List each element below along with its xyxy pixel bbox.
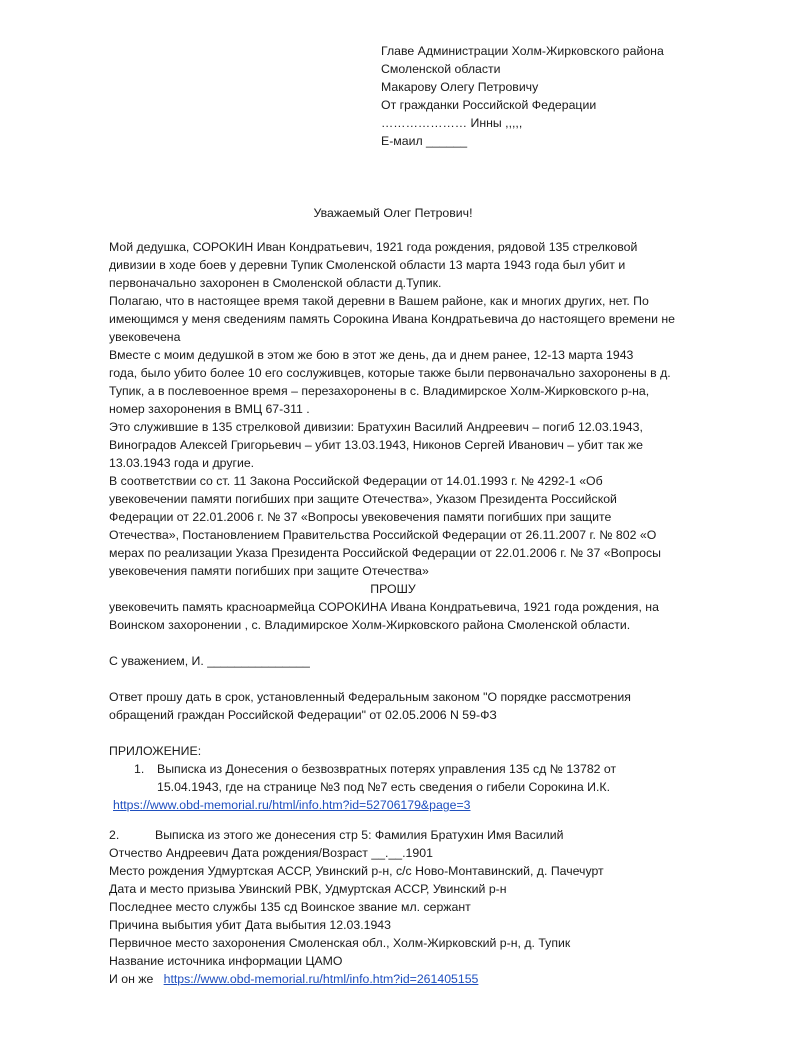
appendix-item-2-link-row: [109, 971, 478, 988]
appendix-item-1-number: 1.: [134, 762, 145, 776]
body-line-13: 13.03.1943 года и другие.: [109, 456, 255, 470]
body-line-4: Полагаю, что в настоящее время такой деревни в Вашем районе, как и многих других, нет. По: [109, 294, 649, 308]
body-line-1: Мой дедушка, СОРОКИН Иван Кондратьевич, 1921 года рождения, рядовой 135 стрелковой: [109, 240, 638, 254]
appendix-item-2-line-5: Причина выбытия убит Дата выбытия 12.03.1943: [109, 918, 391, 932]
appendix-item-2-link-prefix: И он же: [109, 972, 154, 986]
body-line-12: Виноградов Алексей Григорьевич – убит 13.03.1943, Никонов Сергей Иванович – убит так же: [109, 438, 643, 452]
body-line-11: Это служившие в 135 стрелковой дивизии: Братухин Василий Андреевич – погиб 12.03.1943,: [109, 420, 643, 434]
body-line-15: увековечении памяти погибших при защите Отечества», Указом Президента Российской: [109, 492, 617, 506]
body-line-2: дивизии в ходе боев у деревни Тупик Смоленской области 13 марта 1943 года был убит и: [109, 258, 626, 272]
body-line-18: мерах по реализации Указа Президента Российской Федерации от 22.01.2006 г. № 37 «Вопросы: [109, 546, 661, 560]
request-line-1: увековечить память красноармейца СОРОКИНА Ивана Кондратьевича, 1921 года рождения, на: [109, 600, 659, 614]
body-line-5: имеющимся у меня сведениям память Сорокина Ивана Кондратьевича до настоящего времени не: [109, 312, 675, 326]
appendix-item-2-line-6: Первичное место захоронения Смоленская обл., Холм-Жирковский р-н, д. Тупик: [109, 936, 571, 950]
body-line-6: увековечена: [109, 330, 181, 344]
appendix-item-2-first-line: Выписка из этого же донесения стр 5: Фамилия Братухин Имя Василий: [155, 828, 564, 842]
appendix-item-2-line-7: Название источника информации ЦАМО: [109, 954, 343, 968]
body-line-7: Вместе с моим дедушкой в этом же бою в этот же день, да и днем ранее, 12-13 марта 1943: [109, 348, 634, 362]
appendix-item-1-line-2: 15.04.1943, где на странице №3 под №7 есть сведения о гибели Сорокина И.К.: [157, 780, 611, 794]
request-line-2: Воинском захоронении , с. Владимирское Холм-Жирковского района Смоленской области.: [109, 618, 631, 632]
appendix-item-2-number: 2.: [109, 828, 120, 842]
header-line-3: Макарову Олегу Петровичу: [381, 80, 539, 94]
salutation: Уважаемый Олег Петрович!: [313, 206, 473, 220]
header-line-4: От гражданки Российской Федерации: [381, 98, 597, 112]
appendix-item-2-line-1: Отчество Андреевич Дата рождения/Возраст __.__.1901: [109, 846, 433, 860]
appendix-title: ПРИЛОЖЕНИЕ:: [109, 744, 202, 758]
appendix-item-1-link[interactable]: https://www.obd-memorial.ru/html/info.htm?id=52706179&page=3: [113, 798, 471, 812]
header-line-5: ………………… Инны ,,,,,: [381, 116, 523, 130]
appendix-item-2-line-2: Место рождения Удмуртская АССР, Увинский р-н, с/с Ново-Монтавинский, д. Пачечурт: [109, 864, 604, 878]
body-line-3: первоначально захоронен в Смоленской области д.Тупик.: [109, 276, 442, 290]
answer-line-1: Ответ прошу дать в срок, установленный Федеральным законом "О порядке рассмотрения: [109, 690, 631, 704]
body-line-8: года, было убито более 10 его сослуживцев, которые также были первоначально захоронены в д.: [109, 366, 671, 380]
appendix-item-1-line-1: Выписка из Донесения о безвозвратных потерях управления 135 сд № 13782 от: [157, 762, 617, 776]
body-line-10: номер захоронения в ВМЦ 67-311 .: [109, 402, 310, 416]
body-line-16: Федерации от 22.01.2006 г. № 37 «Вопросы увековечения памяти погибших при защите: [109, 510, 612, 524]
appendix-item-2-link[interactable]: https://www.obd-memorial.ru/html/info.htm?id=261405155: [163, 972, 479, 986]
header-line-1: Главе Администрации Холм-Жирковского района: [381, 44, 664, 58]
request-title: ПРОШУ: [370, 582, 416, 596]
body-line-9: Тупик, а в послевоенное время – перезахоронены в с. Владимирское Холм-Жирковского р-на,: [109, 384, 650, 398]
answer-line-2: обращений граждан Российской Федерации" от 02.05.2006 N 59-ФЗ: [109, 708, 497, 722]
header-line-6: Е-маил ______: [381, 134, 468, 148]
header-line-2: Смоленской области: [381, 62, 501, 76]
body-line-14: В соответствии со ст. 11 Закона Российской Федерации от 14.01.1993 г. № 4292-1 «Об: [109, 474, 603, 488]
appendix-item-2-line-4: Последнее место службы 135 сд Воинское звание мл. сержант: [109, 900, 471, 914]
appendix-item-2-line-3: Дата и место призыва Увинский РВК, Удмуртская АССР, Увинский р-н: [109, 882, 507, 896]
body-line-17: Отечества», Постановлением Правительства Российской Федерации от 26.11.2007 г. № 802 «О: [109, 528, 657, 542]
signature: С уважением, И. _______________: [109, 654, 310, 668]
body-line-19: увековечения памяти погибших при защите Отечества»: [109, 564, 429, 578]
